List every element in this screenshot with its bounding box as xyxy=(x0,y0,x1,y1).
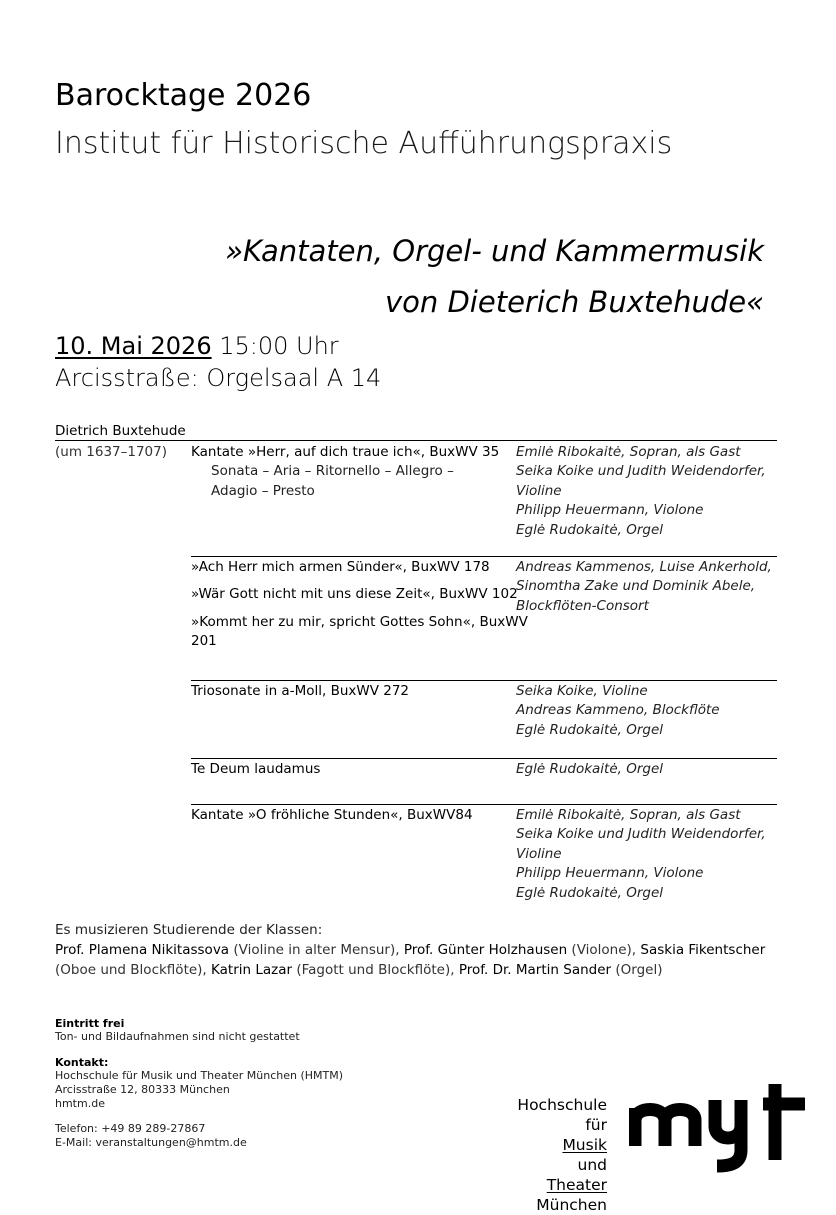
performer: Eglė Rudokaitė, Orgel xyxy=(516,761,664,777)
divider xyxy=(191,804,777,805)
program-work xyxy=(191,558,490,577)
admission-label: Eintritt frei xyxy=(55,1017,125,1030)
composer-name: Dietrich Buxtehude xyxy=(55,423,186,439)
contact-label: Kontakt: xyxy=(55,1056,109,1069)
performer: Philipp Heuermann, Violone xyxy=(516,502,704,519)
contact-website[interactable]: hmtm.de xyxy=(55,1097,105,1110)
teacher-instrument: (Violine in alter Mensur), xyxy=(229,942,404,958)
performer: Emilė Ribokaitė, Sopran, als Gast xyxy=(516,807,741,823)
program-work xyxy=(191,585,518,604)
performer: Emilė Ribokaitė, Sopran, als Gast xyxy=(516,444,741,460)
contact-email[interactable]: E-Mail: veranstaltungen@hmtm.de xyxy=(55,1136,247,1149)
performer: Blockflöten-Consort xyxy=(516,597,649,614)
divider xyxy=(191,556,777,557)
teacher-instrument: (Oboe und Blockflöte), xyxy=(55,962,212,978)
program-performers xyxy=(516,806,766,903)
performer: Seika Koike und Judith Weidendorfer, xyxy=(516,463,766,480)
work-movements: Adagio – Presto xyxy=(211,482,315,499)
teacher-name: Prof. Plamena Nikitassova xyxy=(55,942,230,958)
concert-time: 15:00 Uhr xyxy=(219,332,339,360)
work-title: »Kommt her zu mir, spricht Gottes Sohn«, BuxWV xyxy=(191,614,528,630)
performer: Violine xyxy=(516,482,562,499)
logo-line: München xyxy=(536,1196,607,1214)
work-title: Kantate »O fröhliche Stunden«, BuxWV84 xyxy=(191,807,473,823)
contact-org: Hochschule für Musik und Theater München (HMTM) xyxy=(55,1069,344,1082)
performer: Violine xyxy=(516,845,562,862)
performer: Eglė Rudokaitė, Orgel xyxy=(516,521,664,538)
ensemble-classes-line1 xyxy=(55,941,765,960)
program-work xyxy=(191,443,499,501)
page-title: Barocktage 2026 xyxy=(55,78,312,113)
performer: Seika Koike, Violine xyxy=(516,683,648,699)
concert-date: 10. Mai 2026 xyxy=(55,332,212,360)
program-performers xyxy=(516,682,720,740)
program-work xyxy=(191,682,409,701)
performer: Eglė Rudokaitė, Orgel xyxy=(516,721,664,738)
program-performers xyxy=(516,443,766,540)
performer: Eglė Rudokaitė, Orgel xyxy=(516,884,664,901)
contact-address: Arcisstraße 12, 80333 München xyxy=(55,1083,230,1096)
work-title: »Wär Gott nicht mit uns diese Zeit«, BuxWV 102 xyxy=(191,586,518,602)
composer-years: (um 1637–1707) xyxy=(55,444,167,460)
teacher-name: Saskia Fikentscher xyxy=(640,942,766,958)
performer: Andreas Kammeno, Blockflöte xyxy=(516,702,720,719)
concert-venue: Arcisstraße: Orgelsaal A 14 xyxy=(55,364,382,392)
performer: Philipp Heuermann, Violone xyxy=(516,865,704,882)
program-performers xyxy=(516,760,663,779)
work-title: Te Deum laudamus xyxy=(191,761,321,777)
performer: Sinomtha Zake und Dominik Abele, xyxy=(516,578,756,595)
divider xyxy=(191,758,777,759)
program-performers xyxy=(516,558,772,616)
contact-phone: Telefon: +49 89 289-27867 xyxy=(55,1122,206,1135)
performer: Seika Koike und Judith Weidendorfer, xyxy=(516,826,766,843)
concert-title-line2: von Dieterich Buxtehude« xyxy=(384,285,764,319)
teacher-instrument: (Orgel) xyxy=(611,962,663,978)
teacher-name: Prof. Dr. Martin Sander xyxy=(458,962,612,978)
logo-line: für Musik und Theater xyxy=(546,1116,607,1194)
divider xyxy=(191,680,777,681)
ensemble-classes-line2 xyxy=(55,961,662,980)
concert-datetime xyxy=(55,332,339,360)
work-movements: Sonata – Aria – Ritornello – Allegro – xyxy=(211,463,454,480)
teacher-name: Prof. Günter Holzhausen xyxy=(403,942,568,958)
work-title: 201 xyxy=(191,633,217,650)
logo-wordmark xyxy=(517,1095,607,1215)
program-work xyxy=(191,806,473,825)
ensemble-intro: Es musizieren Studierende der Klassen: xyxy=(55,922,323,938)
performer: Andreas Kammenos, Luise Ankerhold, xyxy=(516,559,772,575)
hmtm-logo-icon xyxy=(629,1080,811,1176)
concert-title-line1: »Kantaten, Orgel- und Kammermusik xyxy=(225,234,764,268)
teacher-instrument: (Fagott und Blockflöte), xyxy=(292,962,459,978)
teacher-instrument: (Violone), xyxy=(567,942,641,958)
institute-name: Institut für Historische Aufführungspraxis xyxy=(55,126,673,161)
work-title: »Ach Herr mich armen Sünder«, BuxWV 178 xyxy=(191,559,490,575)
work-title: Triosonate in a-Moll, BuxWV 272 xyxy=(191,683,410,699)
divider xyxy=(55,440,777,441)
work-title: Kantate »Herr, auf dich traue ich«, BuxWV 35 xyxy=(191,444,500,460)
program-work xyxy=(191,613,528,652)
program-work xyxy=(191,760,320,779)
logo-line: Hochschule xyxy=(517,1096,607,1114)
recording-note: Ton- und Bildaufnahmen sind nicht gestattet xyxy=(55,1030,300,1043)
teacher-name: Katrin Lazar xyxy=(211,962,293,978)
